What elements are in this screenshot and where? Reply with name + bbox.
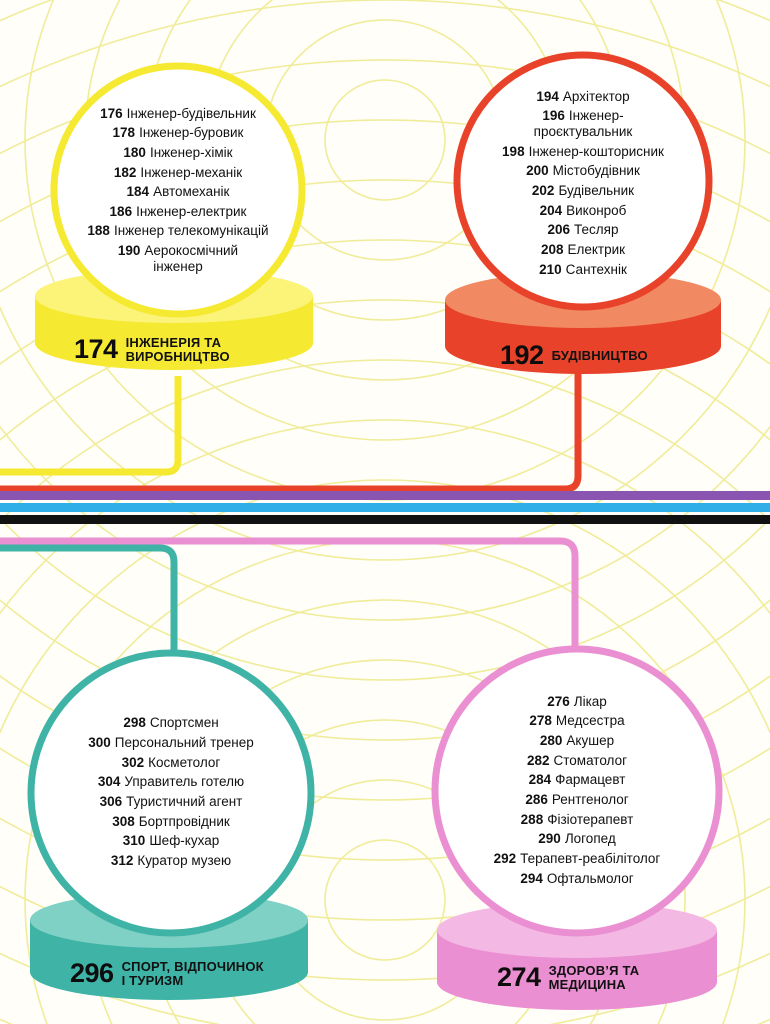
item-label: Інженер-кошторисник <box>528 143 664 159</box>
item-page-number: 182 <box>113 164 137 180</box>
list-item <box>538 831 615 847</box>
background-ring <box>325 840 445 960</box>
purple-stripe <box>0 491 770 500</box>
item-label: Фармацевт <box>555 772 626 788</box>
list-item <box>87 223 268 239</box>
item-label: Персональний тренер <box>114 735 254 751</box>
list-item <box>112 814 230 830</box>
item-label: Інженер-електрик <box>136 203 247 219</box>
section-title: ЗДОРОВ’Я ТА МЕДИЦИНА <box>548 962 640 992</box>
item-page-number: 282 <box>526 752 550 768</box>
list-item <box>529 713 624 729</box>
item-page-number: 208 <box>540 241 564 257</box>
item-label: Містобудівник <box>552 163 640 179</box>
engineering-item-list <box>48 92 308 288</box>
item-label: Інженер-будівельник <box>126 105 256 121</box>
item-label: Терапевт-реабілітолог <box>520 850 661 866</box>
teal-connector-line <box>0 548 174 655</box>
item-label-continued: інженер <box>153 258 203 274</box>
list-item <box>525 792 628 808</box>
list-item <box>127 184 230 200</box>
list-item <box>540 733 614 749</box>
item-label: Шеф-кухар <box>149 833 220 849</box>
construction-item-list <box>453 85 713 281</box>
list-item <box>532 183 634 199</box>
list-item <box>541 242 625 258</box>
item-page-number: 298 <box>123 715 146 731</box>
list-item <box>534 108 633 139</box>
list-item <box>123 833 219 849</box>
item-page-number: 310 <box>122 833 146 849</box>
item-label: Інженер-механік <box>140 164 243 180</box>
item-label: Офтальмолог <box>546 870 634 886</box>
list-item <box>114 165 242 181</box>
section-page-number: 274 <box>497 962 541 992</box>
item-page-number: 198 <box>502 143 525 159</box>
list-item <box>527 753 627 769</box>
item-page-number: 204 <box>539 202 563 218</box>
item-page-number: 194 <box>536 88 559 104</box>
item-page-number: 288 <box>520 811 544 827</box>
pink-connector-line <box>0 541 575 655</box>
sport-label <box>70 958 264 989</box>
list-item <box>502 144 664 160</box>
section-page-number: 296 <box>70 958 114 988</box>
item-label: Тесляр <box>574 222 619 238</box>
black-stripe <box>0 515 770 524</box>
list-item <box>529 772 626 788</box>
item-label: Архітектор <box>562 88 630 104</box>
list-item <box>122 755 221 771</box>
item-label: Косметолог <box>148 754 221 770</box>
item-page-number: 284 <box>528 772 552 788</box>
item-page-number: 190 <box>117 243 141 259</box>
section-page-number: 192 <box>500 340 544 370</box>
item-label: Електрик <box>567 241 626 257</box>
item-label: Сантехнік <box>565 261 627 277</box>
item-label: Медсестра <box>555 713 625 729</box>
list-item <box>100 794 243 810</box>
section-title: ІНЖЕНЕРІЯ ТА ВИРОБНИЦТВО <box>125 334 230 364</box>
item-page-number: 210 <box>539 261 562 277</box>
list-item <box>113 125 244 141</box>
list-item <box>100 106 256 122</box>
health-item-list <box>447 681 707 899</box>
list-item <box>88 735 254 751</box>
item-page-number: 276 <box>547 693 570 709</box>
blue-stripe <box>0 503 770 512</box>
item-page-number: 294 <box>520 870 543 886</box>
item-label: Інженер-буровик <box>139 125 244 141</box>
item-page-number: 202 <box>531 183 555 198</box>
section-title: БУДІВНИЦТВО <box>551 347 648 363</box>
item-page-number: 278 <box>529 713 552 729</box>
yellow-connector-line <box>0 376 178 472</box>
item-label: Інженер телекомунікацій <box>113 223 269 239</box>
health-label <box>497 962 639 993</box>
list-item <box>547 694 607 710</box>
list-item <box>540 203 627 219</box>
item-page-number: 302 <box>121 754 145 770</box>
item-label: Виконроб <box>566 202 627 218</box>
item-page-number: 188 <box>87 223 110 239</box>
item-page-number: 206 <box>547 222 571 238</box>
item-page-number: 290 <box>538 831 561 847</box>
item-label: Лікар <box>573 693 607 709</box>
list-item <box>526 163 640 179</box>
item-label: Будівельник <box>558 183 635 198</box>
item-page-number: 300 <box>88 735 111 751</box>
list-item <box>520 871 633 887</box>
sport-item-list <box>41 706 301 878</box>
item-page-number: 292 <box>493 850 517 866</box>
item-label: Інженер-хімік <box>149 144 233 160</box>
list-item <box>548 222 619 238</box>
item-page-number: 176 <box>100 105 123 121</box>
item-label-continued: проєктувальник <box>533 124 633 140</box>
item-label: Інженер- <box>568 108 624 124</box>
item-page-number: 186 <box>109 203 133 219</box>
item-page-number: 308 <box>112 813 135 829</box>
list-item <box>118 243 238 274</box>
list-item <box>123 145 232 161</box>
list-item <box>494 851 661 867</box>
item-label: Логопед <box>564 831 616 847</box>
section-title: СПОРТ, ВІДПОЧИНОК І ТУРИЗМ <box>121 958 264 988</box>
item-label: Туристичний агент <box>126 794 243 809</box>
item-page-number: 184 <box>126 184 150 200</box>
list-item <box>521 812 634 828</box>
list-item <box>539 262 627 278</box>
item-label: Фізіотерапевт <box>547 811 634 827</box>
item-label: Управитель готелю <box>124 774 245 790</box>
list-item <box>98 774 244 790</box>
item-label: Аерокосмічний <box>144 243 239 259</box>
list-item <box>123 715 218 731</box>
item-label: Стоматолог <box>553 752 628 768</box>
item-label: Акушер <box>566 733 615 749</box>
item-label: Автомеханік <box>153 184 230 200</box>
item-label: Спортсмен <box>149 715 219 731</box>
item-page-number: 200 <box>526 163 549 179</box>
list-item <box>111 853 231 869</box>
item-label: Бортпровідник <box>138 813 230 829</box>
list-item <box>110 204 247 220</box>
item-page-number: 306 <box>99 794 123 809</box>
item-page-number: 304 <box>97 774 121 790</box>
item-page-number: 280 <box>539 733 563 749</box>
item-page-number: 196 <box>542 108 565 124</box>
section-page-number: 174 <box>74 334 118 364</box>
engineering-label <box>74 334 230 365</box>
item-page-number: 286 <box>525 792 548 807</box>
item-page-number: 312 <box>110 852 134 868</box>
list-item <box>536 89 629 105</box>
item-page-number: 178 <box>112 125 136 141</box>
item-page-number: 180 <box>123 144 146 160</box>
item-label: Куратор музею <box>137 852 232 868</box>
construction-label <box>500 340 648 371</box>
item-label: Рентгенолог <box>551 792 629 807</box>
